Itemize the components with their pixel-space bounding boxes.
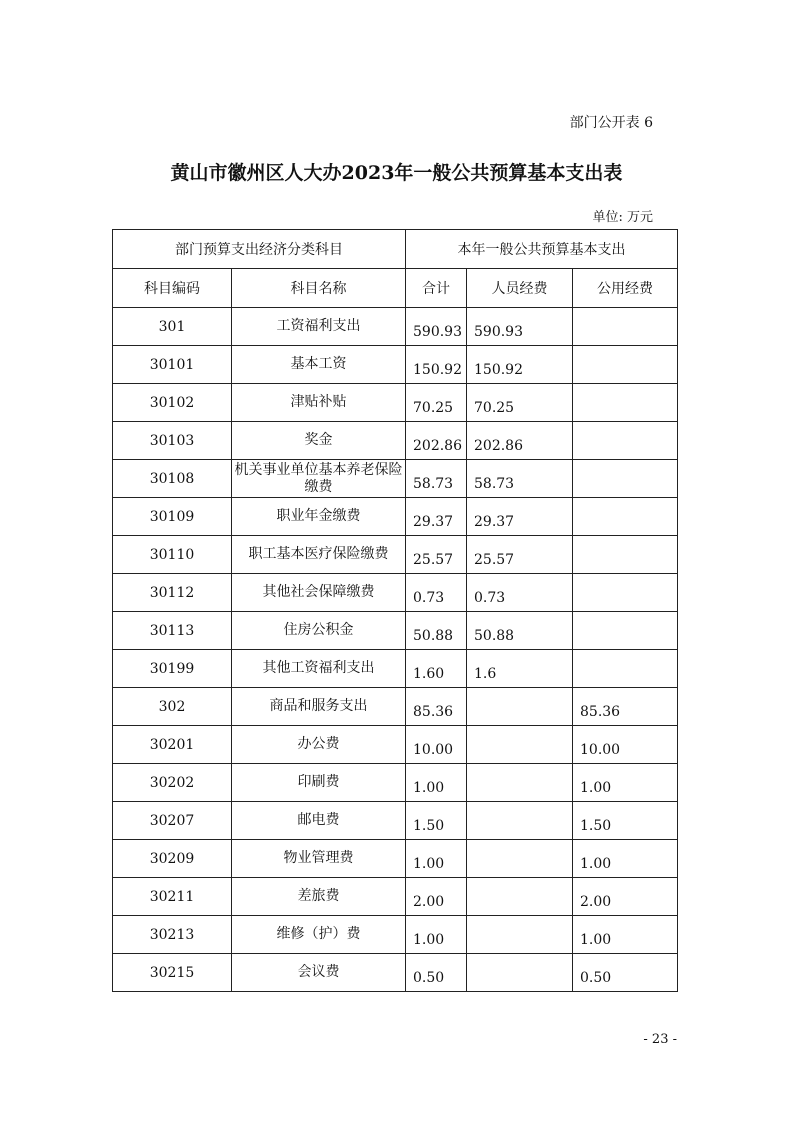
row-total: 50.88	[406, 612, 467, 650]
row-personnel: 202.86	[467, 422, 573, 460]
row-public	[573, 612, 678, 650]
row-public	[573, 460, 678, 498]
table-row	[113, 460, 678, 498]
row-personnel	[467, 764, 573, 802]
row-total: 58.73	[406, 460, 467, 498]
table-row	[113, 916, 678, 954]
row-code: 30209	[113, 840, 232, 878]
row-public: 10.00	[573, 726, 678, 764]
table-row	[113, 346, 678, 384]
row-name: 职业年金缴费	[232, 498, 406, 536]
row-total: 70.25	[406, 384, 467, 422]
row-total: 1.00	[406, 916, 467, 954]
row-code: 30103	[113, 422, 232, 460]
row-name: 邮电费	[232, 802, 406, 840]
table-row	[113, 840, 678, 878]
row-code: 302	[113, 688, 232, 726]
row-code: 30109	[113, 498, 232, 536]
row-public: 1.00	[573, 840, 678, 878]
table-row	[113, 536, 678, 574]
row-total: 202.86	[406, 422, 467, 460]
row-code: 30201	[113, 726, 232, 764]
row-name: 奖金	[232, 422, 406, 460]
row-personnel: 58.73	[467, 460, 573, 498]
row-name: 商品和服务支出	[232, 688, 406, 726]
row-personnel: 25.57	[467, 536, 573, 574]
row-personnel	[467, 878, 573, 916]
row-total: 590.93	[406, 308, 467, 346]
row-name: 其他社会保障缴费	[232, 574, 406, 612]
row-public: 0.50	[573, 954, 678, 992]
row-code: 30211	[113, 878, 232, 916]
document-label: 部门公开表 6	[569, 115, 653, 131]
table-row	[113, 384, 678, 422]
table-row	[113, 878, 678, 916]
row-name: 津贴补贴	[232, 384, 406, 422]
column-header-total: 合计	[406, 269, 467, 308]
column-header-public: 公用经费	[573, 269, 678, 308]
row-total: 10.00	[406, 726, 467, 764]
row-name: 基本工资	[232, 346, 406, 384]
row-name: 差旅费	[232, 878, 406, 916]
column-header-name: 科目名称	[232, 269, 406, 308]
row-total: 25.57	[406, 536, 467, 574]
page-title: 黄山市徽州区人大办2023年一般公共预算基本支出表	[170, 162, 623, 184]
row-code: 30215	[113, 954, 232, 992]
table-row	[113, 764, 678, 802]
row-personnel	[467, 688, 573, 726]
group-header-classification: 部门预算支出经济分类科目	[113, 230, 406, 269]
row-public	[573, 422, 678, 460]
row-total: 29.37	[406, 498, 467, 536]
table-row	[113, 954, 678, 992]
table-row	[113, 612, 678, 650]
table-row	[113, 574, 678, 612]
row-code: 30112	[113, 574, 232, 612]
row-total: 2.00	[406, 878, 467, 916]
row-personnel	[467, 840, 573, 878]
column-header-code: 科目编码	[113, 269, 232, 308]
group-header-basic-expenditure: 本年一般公共预算基本支出	[406, 230, 678, 269]
table-row	[113, 422, 678, 460]
row-public	[573, 574, 678, 612]
row-public	[573, 498, 678, 536]
row-public	[573, 346, 678, 384]
row-name: 机关事业单位基本养老保险缴费	[232, 460, 406, 498]
row-public	[573, 536, 678, 574]
row-name: 办公费	[232, 726, 406, 764]
table-row	[113, 688, 678, 726]
row-personnel	[467, 916, 573, 954]
row-code: 30102	[113, 384, 232, 422]
table-row	[113, 802, 678, 840]
row-public: 1.00	[573, 916, 678, 954]
table-row	[113, 308, 678, 346]
row-code: 30199	[113, 650, 232, 688]
row-total: 0.50	[406, 954, 467, 992]
row-name: 印刷费	[232, 764, 406, 802]
row-code: 30213	[113, 916, 232, 954]
row-code: 30202	[113, 764, 232, 802]
row-code: 30101	[113, 346, 232, 384]
row-total: 0.73	[406, 574, 467, 612]
row-public	[573, 308, 678, 346]
row-personnel: 70.25	[467, 384, 573, 422]
row-public: 2.00	[573, 878, 678, 916]
row-name: 物业管理费	[232, 840, 406, 878]
row-personnel: 0.73	[467, 574, 573, 612]
unit-label: 单位: 万元	[592, 210, 653, 225]
row-personnel	[467, 802, 573, 840]
table-row	[113, 650, 678, 688]
row-code: 30110	[113, 536, 232, 574]
row-personnel: 29.37	[467, 498, 573, 536]
row-public	[573, 650, 678, 688]
row-total: 1.00	[406, 764, 467, 802]
row-name: 职工基本医疗保险缴费	[232, 536, 406, 574]
row-personnel: 50.88	[467, 612, 573, 650]
row-total: 150.92	[406, 346, 467, 384]
page-number: - 23 -	[643, 1032, 677, 1047]
row-name: 会议费	[232, 954, 406, 992]
row-personnel	[467, 726, 573, 764]
row-personnel	[467, 954, 573, 992]
row-name: 其他工资福利支出	[232, 650, 406, 688]
row-personnel: 590.93	[467, 308, 573, 346]
row-personnel: 150.92	[467, 346, 573, 384]
row-code: 30207	[113, 802, 232, 840]
row-name: 住房公积金	[232, 612, 406, 650]
row-code: 30113	[113, 612, 232, 650]
row-public: 1.50	[573, 802, 678, 840]
row-public	[573, 384, 678, 422]
row-public: 1.00	[573, 764, 678, 802]
row-total: 1.50	[406, 802, 467, 840]
row-total: 1.60	[406, 650, 467, 688]
table-row	[113, 498, 678, 536]
row-code: 30108	[113, 460, 232, 498]
row-total: 85.36	[406, 688, 467, 726]
row-name: 维修（护）费	[232, 916, 406, 954]
row-total: 1.00	[406, 840, 467, 878]
row-personnel: 1.6	[467, 650, 573, 688]
budget-table	[112, 229, 678, 992]
row-name: 工资福利支出	[232, 308, 406, 346]
table-row	[113, 726, 678, 764]
column-header-personnel: 人员经费	[467, 269, 573, 308]
row-public: 85.36	[573, 688, 678, 726]
row-code: 301	[113, 308, 232, 346]
